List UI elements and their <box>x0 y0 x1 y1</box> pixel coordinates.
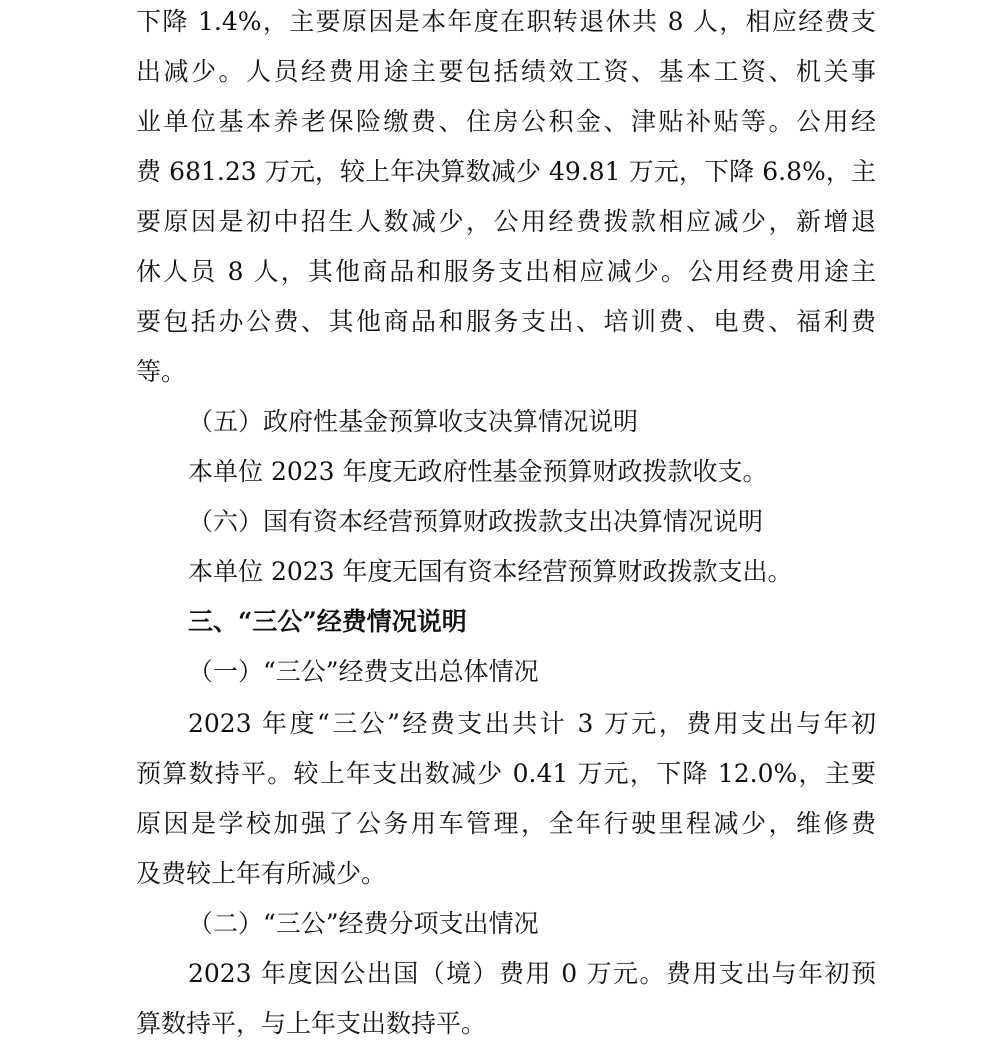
subsection-heading-one: （一）“三公”经费支出总体情况 <box>188 657 539 686</box>
section-heading-six: （六）国有资本经营预算财政拨款支出决算情况说明 <box>188 507 764 536</box>
body-text-line: 算数持平，与上年支出数持平。 <box>136 1009 487 1038</box>
body-text-line: 下降 1.4%，主要原因是本年度在职转退休共 8 人，相应经费支 <box>136 7 876 36</box>
body-text-line: 2023 年度“三公”经费支出共计 3 万元，费用支出与年初 <box>188 709 876 738</box>
body-text-line: 预算数持平。较上年支出数减少 0.41 万元，下降 12.0%，主要 <box>136 759 876 788</box>
body-text-line: 本单位 2023 年度无国有资本经营预算财政拨款支出。 <box>188 557 793 586</box>
body-text-line: 原因是学校加强了公务用车管理，全年行驶里程减少，维修费 <box>136 809 876 838</box>
body-text-line: 业单位基本养老保险缴费、住房公积金、津贴补贴等。公用经 <box>136 107 876 136</box>
section-heading-five: （五）政府性基金预算收支决算情况说明 <box>188 407 639 436</box>
subsection-heading-two: （二）“三公”经费分项支出情况 <box>188 909 539 938</box>
body-text-line: 要原因是初中招生人数减少，公用经费拨款相应减少，新增退 <box>136 207 876 236</box>
body-text-line: 出减少。人员经费用途主要包括绩效工资、基本工资、机关事 <box>136 57 876 86</box>
body-text-line: 休人员 8 人，其他商品和服务支出相应减少。公用经费用途主 <box>136 257 876 286</box>
body-text-line: 费 681.23 万元，较上年决算数减少 49.81 万元，下降 6.8%，主 <box>136 157 876 186</box>
section-heading-three: 三、“三公”经费情况说明 <box>188 607 467 636</box>
body-text-line: 及费较上年有所减少。 <box>136 859 387 888</box>
body-text-line: 要包括办公费、其他商品和服务支出、培训费、电费、福利费 <box>136 307 876 336</box>
body-text-line: 等。 <box>136 357 187 386</box>
body-text-line: 本单位 2023 年度无政府性基金预算财政拨款收支。 <box>188 457 768 486</box>
body-text-line: 2023 年度因公出国（境）费用 0 万元。费用支出与年初预 <box>188 959 876 988</box>
